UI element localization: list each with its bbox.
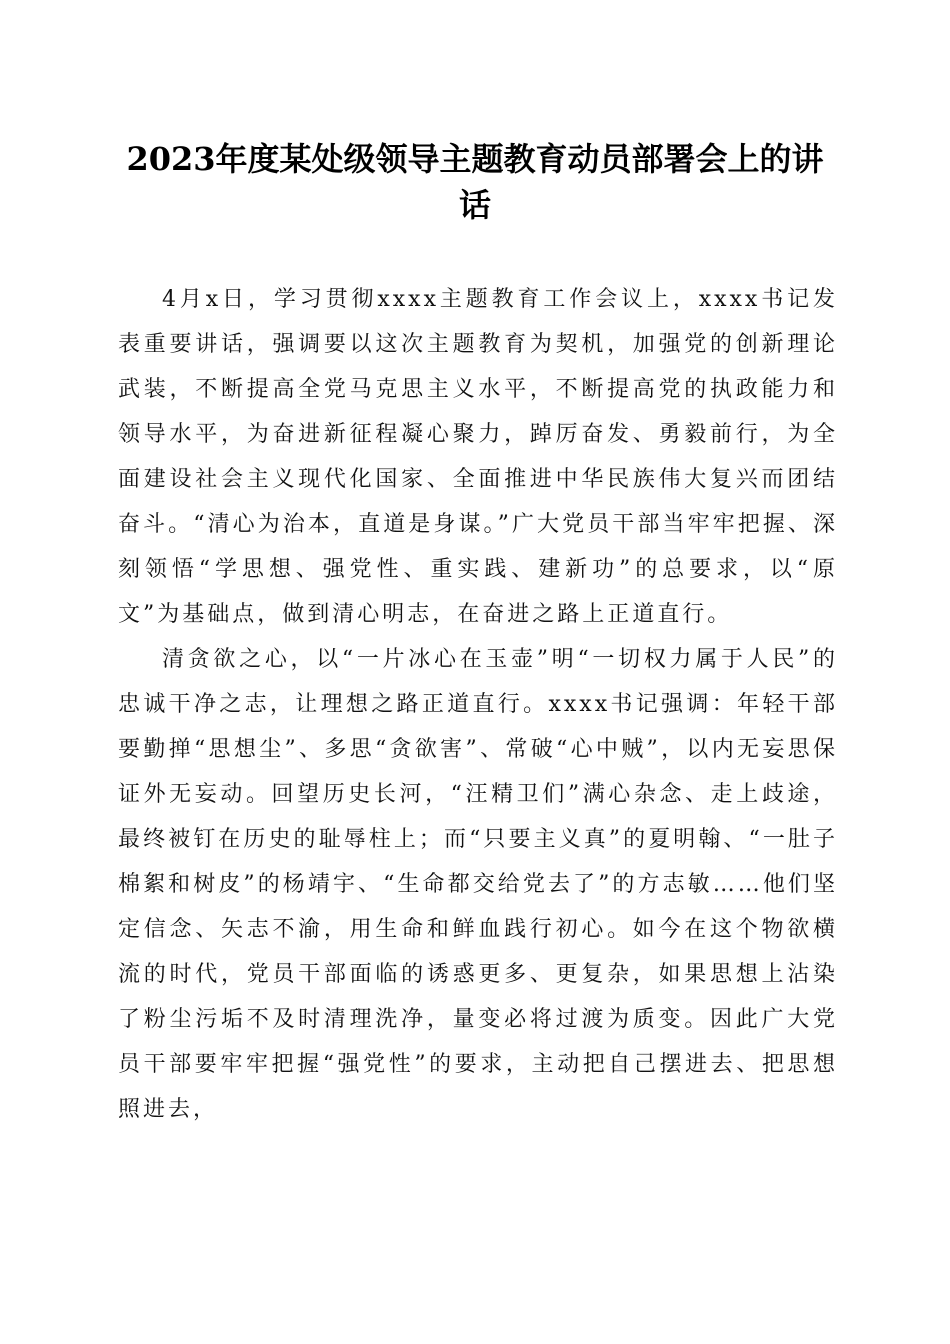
document-title: 2023年度某处级领导主题教育动员部署会上的讲话 bbox=[126, 140, 824, 224]
document-body bbox=[118, 277, 838, 1132]
paragraph-1: 4月x日，学习贯彻xxxx主题教育工作会议上，xxxx书记发表重要讲话，强调要以这次主题教育为契机，加强党的创新理论武装，不断提高全党马克思主义水平，不断提高党的执政能力和领导水平，为奋进新征程凝心聚力，踔厉奋发、勇毅前行，为全面建设社会主义现代化国家、全面推进中华民族伟大复兴而团结奋斗。“清心为治本，直道是身谋。”广大党员干部当牢牢把握、深刻领悟“学思想、强党性、重实践、建新功”的总要求，以“原文”为基础点，做到清心明志，在奋进之路上正道直行。 bbox=[118, 287, 838, 627]
paragraph-2: 清贪欲之心，以“一片冰心在玉壶”明“一切权力属于人民”的忠诚干净之志，让理想之路正道直行。xxxx书记强调：年轻干部要勤掸“思想尘”、多思“贪欲害”、常破“心中贼”，以内无妄思保证外无妄动。回望历史长河，“汪精卫们”满心杂念、走上歧途，最终被钉在历史的耻辱柱上；而“只要主义真”的夏明翰、“一肚子棉絮和树皮”的杨靖宇、“生命都交给党去了”的方志敏……他们坚定信念、矢志不渝，用生命和鲜血践行初心。如今在这个物欲横流的时代，党员干部面临的诱惑更多、更复杂，如果思想上沾染了粉尘污垢不及时清理洗净，量变必将过渡为质变。因此广大党员干部要牢牢把握“强党性”的要求，主动把自己摆进去、把思想照进去， bbox=[118, 647, 838, 1122]
